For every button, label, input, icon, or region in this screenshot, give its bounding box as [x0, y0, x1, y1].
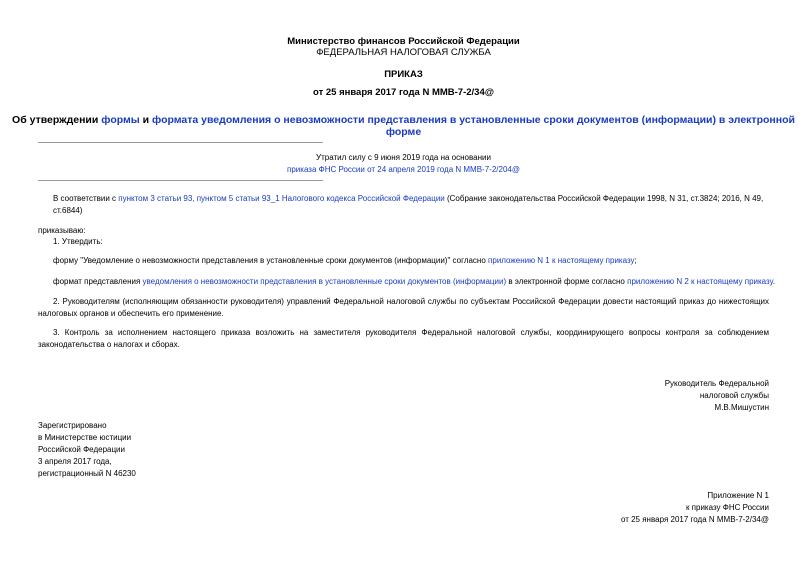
status-note-text: Утратил силу с 9 июня 2019 года на основании — [316, 153, 491, 162]
registration-date: 3 апреля 2017 года, — [38, 457, 112, 466]
title-form-link[interactable]: формы — [101, 114, 140, 126]
signature-line-1: Руководитель Федеральной — [664, 379, 769, 388]
title-text-2: и — [139, 114, 153, 126]
appendix-2-link[interactable]: приложению N 2 к настоящему приказу — [627, 277, 773, 286]
status-note-link[interactable]: приказа ФНС России от 24 апреля 2019 года N ММВ-7-2/204@ — [287, 165, 520, 174]
appendix-line-1: Приложение N 1 — [707, 491, 769, 500]
signature-line-2: налоговой службы — [699, 391, 769, 400]
registration-line-3: Российской Федерации — [38, 445, 125, 454]
title-text-1: Об утверждении — [12, 114, 102, 126]
divider-top — [38, 142, 323, 143]
item-3: 3. Контроль за исполнением настоящего приказа возложить на заместителя руководителя Федеральной налоговой службы, координирующего вопросы контроля за соблюдением законодательства о налогах и сборах. — [38, 328, 769, 349]
doc-type: ПРИКАЗ — [384, 69, 423, 80]
service-name: ФЕДЕРАЛЬНАЯ НАЛОГОВАЯ СЛУЖБА — [316, 47, 491, 58]
item-1-form-end: ; — [634, 256, 637, 265]
title-format-link[interactable]: формата уведомления о невозможности представления в установленные сроки документов (информации) в электронной форме — [152, 114, 795, 138]
preamble-text-1: В соответствии с — [53, 194, 119, 203]
item-2: 2. Руководителям (исполняющим обязанности руководителя) управлений Федеральной налоговой службы по субъектам Российской Федерации довести настоящий приказ до нижестоящих налоговых органов и обеспечить его применение. — [38, 297, 769, 318]
registration-number: регистрационный N 46230 — [38, 469, 136, 478]
preamble — [53, 193, 783, 217]
item-1-format-text-2: в электронной форме согласно — [506, 277, 628, 286]
item-1-label: 1. Утвердить: — [53, 237, 103, 246]
preamble-text-2: (Собрание законодательства Российской Федерации 1998, N 31, ст.3824; 2016, N 49, ст.6844) — [53, 194, 764, 215]
item-1-format — [53, 276, 783, 288]
item-1-format-text-1: формат представления — [53, 277, 143, 286]
registration-line-1: Зарегистрировано — [38, 421, 107, 430]
appendix-line-3: от 25 января 2017 года N ММВ-7-2/34@ — [620, 515, 769, 524]
item-1-form-text: форму "Уведомление о невозможности представления в установленные сроки документов (информации)" согласно — [53, 256, 489, 265]
signature-name: М.В.Мишустин — [714, 403, 769, 412]
registration-block — [38, 420, 338, 480]
page-title — [0, 114, 807, 138]
divider-bottom — [38, 180, 323, 181]
doc-date: от 25 января 2017 года N ММВ-7-2/34@ — [313, 87, 494, 98]
item-1-form — [53, 255, 783, 267]
tax-code-link[interactable]: пунктом 3 статьи 93, пунктом 5 статьи 93_1 Налогового кодекса Российской Федерации — [118, 194, 445, 203]
appendix-line-2: к приказу ФНС России — [685, 503, 769, 512]
appendix-block — [469, 490, 769, 526]
appendix-1-link[interactable]: приложению N 1 к настоящему приказу — [488, 256, 635, 265]
status-note — [0, 152, 807, 176]
ministry-name: Министерство финансов Российской Федерации — [287, 36, 520, 47]
signature-block — [469, 378, 769, 414]
notice-format-link[interactable]: уведомления о невозможности представления в установленные сроки документов (информации) — [142, 277, 507, 286]
order-word: приказываю: — [38, 226, 86, 235]
registration-line-2: в Министерстве юстиции — [38, 433, 132, 442]
item-1-format-end: . — [772, 277, 776, 286]
